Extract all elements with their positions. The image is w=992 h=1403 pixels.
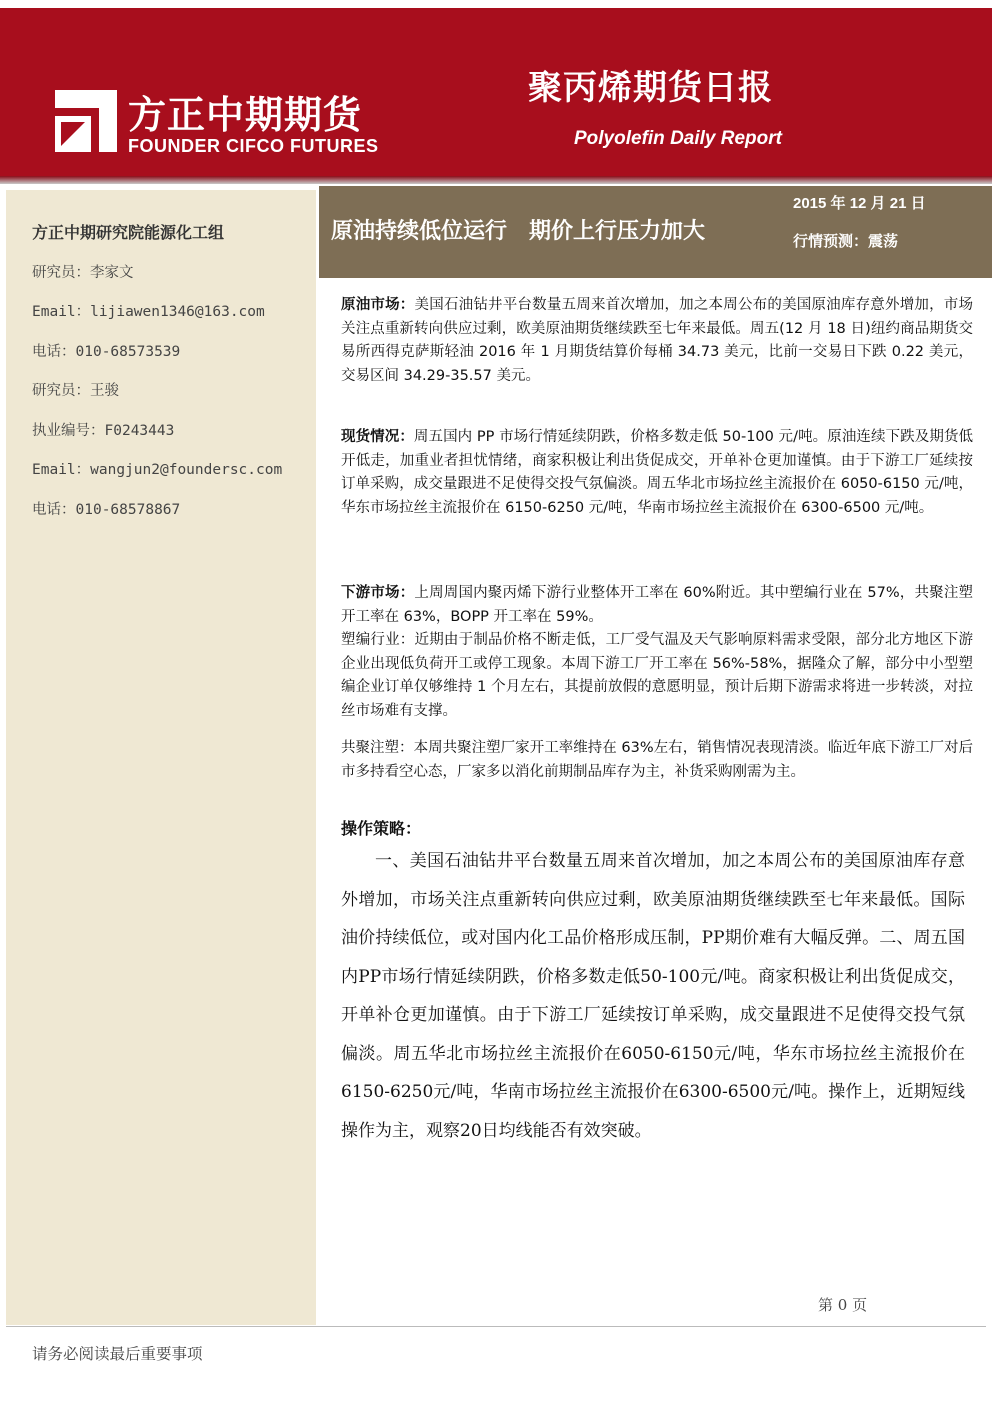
report-title-en: Polyolefin Daily Report (574, 128, 782, 149)
header-divider (0, 176, 992, 184)
company-name-en: FOUNDER CIFCO FUTURES (128, 136, 379, 156)
downstream-paragraph (341, 582, 973, 629)
spot-text: 周五国内 PP 市场行情延续阴跌，价格多数走低 50-100 元/吨。原油连续下跌及期货低开低走，加重业者担忧情绪，商家积极让利出货促成交，开单补仓更加谨慎。由于下游工厂延续按订单采购，成交量跟进不足使得交投气氛偏淡。周五华北市场拉丝主流报价在 6050-6150 元/吨，华东市场拉丝主流报价在 6150-6250 元/吨，华南市场拉丝主流报价在 6300-6500 元/吨。 (341, 429, 973, 516)
spot-label: 现货情况： (341, 429, 414, 445)
downstream-label: 下游市场： (341, 585, 415, 601)
downstream-text: 上周周国内聚丙烯下游行业整体开工率在 60%附近。其中塑编行业在 57%，共聚注塑开工率在 63%，BOPP 开工率在 59%。 (341, 585, 973, 625)
strategy-heading: 操作策略： (341, 819, 422, 838)
analyst-sidebar (6, 190, 316, 1325)
strategy-paragraph: 一、美国石油钻井平台数量五周来首次增加，加之本周公布的美国原油库存意外增加，市场关注点重新转向供应过剩，欧美原油期货继续跌至七年来最低。国际油价持续低位，或对国内化工品价格形成压制，PP期价难有大幅反弹。二、周五国内PP市场行情延续阴跌，价格多数走低50-100元/吨。商家积极让利出货促成交，开单补仓更加谨慎。由于下游工厂延续按订单采购，成交量跟进不足使得交投气氛偏淡。周五华北市场拉丝主流报价在6050-6150元/吨，华东市场拉丝主流报价在6150-6250元/吨，华南市场拉丝主流报价在6300-6500元/吨。操作上，近期短线操作为主，观察20日均线能否有效突破。 (341, 851, 965, 1141)
analyst-license-2: 执业编号：F0243443 (32, 423, 175, 439)
report-header (0, 8, 992, 184)
copolymer-paragraph: 共聚注塑：本周共聚注塑厂家开工率维持在 63%左右，销售情况表现清淡。临近年底下游工厂对后市多持看空心态，厂家多以消化前期制品库存为主，补货采购刚需为主。 (341, 740, 973, 780)
analyst-phone-1: 电话：010-68573539 (32, 344, 181, 360)
report-title-cn: 聚丙烯期货日报 (528, 68, 773, 108)
analyst-phone-2: 电话：010-68578867 (32, 502, 181, 518)
page-number: 第 0 页 (818, 1296, 868, 1314)
crude-oil-text: 美国石油钻井平台数量五周来首次增加，加之本周公布的美国原油库存意外增加，市场关注点重新转向供应过剩，欧美原油期货继续跌至七年来最低。周五(12 月 18 日)纽约商品期货交易所西得克萨斯轻油 2016 年 1 月期货结算价每桶 34.73 美元，比前一交易日下跌 0.22 美元，交易区间 34.29-35.57 美元。 (341, 297, 974, 384)
crude-oil-paragraph (341, 294, 973, 388)
headline-banner (319, 186, 992, 278)
report-date: 2015 年 12 月 21 日 (793, 195, 926, 212)
analyst-email-1[interactable]: Email：lijiawen1346@163.com (32, 304, 265, 320)
research-dept: 方正中期研究院能源化工组 (32, 223, 225, 242)
headline: 原油持续低位运行 期价上行压力加大 (331, 219, 706, 244)
disclaimer-note: 请务必阅读最后重要事项 (32, 1345, 203, 1363)
analyst-email-2[interactable]: Email：wangjun2@foundersc.com (32, 462, 283, 478)
crude-oil-label: 原油市场： (341, 297, 415, 313)
footer-divider (6, 1326, 986, 1327)
weaving-paragraph: 塑编行业：近期由于制品价格不断走低，工厂受气温及天气影响原料需求受限，部分北方地区下游企业出现低负荷开工或停工现象。本周下游工厂开工率在 56%-58%，据隆众了解，部分中小型塑编企业订单仅够维持 1 个月左右，其提前放假的意愿明显，预计后期下游需求将进一步转淡，对拉丝市场难有支撑。 (341, 632, 973, 719)
analyst-name-1: 研究员：李家文 (32, 265, 134, 281)
founder-logo-icon (55, 90, 117, 152)
market-forecast: 行情预测：震荡 (793, 232, 899, 250)
analyst-name-2: 研究员：王骏 (32, 383, 119, 399)
spot-paragraph (341, 426, 973, 520)
company-name-cn: 方正中期期货 (128, 93, 363, 137)
